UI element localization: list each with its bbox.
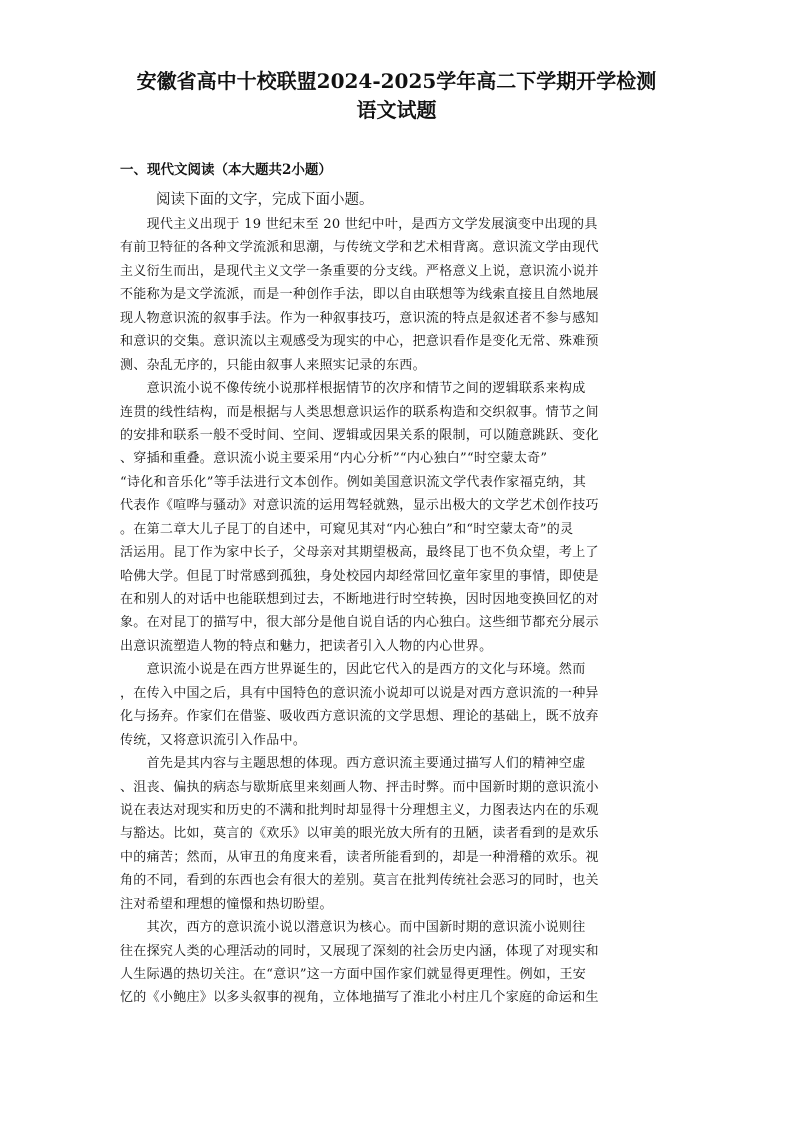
passage-line: 出意识流塑造人物的特点和魅力，把读者引入人物的内心世界。 bbox=[120, 638, 493, 654]
passage-line: 忆的《小鲍庄》以多头叙事的视角，立体地描写了淮北小村庄几个家庭的命运和生 bbox=[120, 990, 599, 1006]
passage-line: 意识流小说不像传统小说那样根据情节的次序和情节之间的逻辑联系来构成 bbox=[120, 381, 586, 397]
passage-line: 代表作《喧哗与骚动》对意识流的运用驾轻就熟，显示出极大的文学艺术创作技巧 bbox=[120, 498, 599, 514]
passage-line: 化与扬弃。作家们在借鉴、吸收西方意识流的文学思想、理论的基础上，既不放弃 bbox=[120, 709, 599, 725]
passage-body bbox=[120, 213, 676, 1010]
document-title-line-1: 安徽省高中十校联盟2024-2025学年高二下学期开学检测 bbox=[136, 69, 657, 93]
passage-line: 现人物意识流的叙事手法。作为一种叙事技巧，意识流的特点是叙述者不参与感知 bbox=[120, 310, 599, 326]
passage-line: 中的痛苦；然而，从审丑的角度来看，读者所能看到的，却是一种滑稽的欢乐。视 bbox=[120, 849, 599, 865]
passage-line: 哈佛大学。但昆丁时常感到孤独，身处校园内却经常回忆童年家里的事情，即使是 bbox=[120, 568, 599, 584]
passage-line: 有前卫特征的各种文学流派和思潮，与传统文学和艺术相背离。意识流文学由现代 bbox=[120, 240, 599, 256]
passage-line: 、穿插和重叠。意识流小说主要采用“内心分析”“内心独白”“时空蒙太奇” bbox=[120, 451, 548, 467]
passage-line: 象。在对昆丁的描写中，很大部分是他自说自话的内心独白。这些细节都充分展示 bbox=[120, 615, 599, 631]
passage-line: 不能称为是文学流派，而是一种创作手法，即以自由联想等为线索直接且自然地展 bbox=[120, 287, 599, 303]
passage-line: 现代主义出现于 19 世纪末至 20 世纪中叶，是西方文学发展演变中出现的具 bbox=[120, 217, 598, 232]
document-title-line-2: 语文试题 bbox=[356, 98, 437, 122]
passage-line: 的安排和联系一般不受时间、空间、逻辑或因果关系的限制，可以随意跳跃、变化 bbox=[120, 427, 599, 443]
passage-line: 首先是其内容与主题思想的体现。西方意识流主要通过描写人们的精神空虚 bbox=[120, 756, 586, 772]
passage-line: 连贯的线性结构，而是根据与人类思想意识运作的联系构造和交织叙事。情节之间 bbox=[120, 404, 599, 420]
passage-line: 意识流小说是在西方世界诞生的，因此它代入的是西方的文化与环境。然而 bbox=[120, 662, 586, 678]
passage-line: 。在第二章大儿子昆丁的自述中，可窥见其对“内心独白”和“时空蒙太奇”的灵 bbox=[120, 521, 574, 537]
passage-line: 角的不同，看到的东西也会有很大的差别。莫言在批判传统社会恶习的同时，也关 bbox=[120, 873, 599, 889]
passage-line: 、沮丧、偏执的病态与歇斯底里来刻画人物、抨击时弊。而中国新时期的意识流小 bbox=[120, 779, 599, 795]
passage-line: 和意识的交集。意识流以主观感受为现实的中心，把意识看作是变化无常、殊难预 bbox=[120, 334, 599, 350]
passage-line: 活运用。昆丁作为家中长子，父母亲对其期望极高，最终昆丁也不负众望，考上了 bbox=[120, 545, 599, 561]
passage-line: ，在传入中国之后，具有中国特色的意识流小说却可以说是对西方意识流的一种异 bbox=[120, 685, 599, 701]
passage-line: 其次，西方的意识流小说以潜意识为核心。而中国新时期的意识流小说则往 bbox=[120, 920, 586, 936]
passage-line: 注对希望和理想的憧憬和热切盼望。 bbox=[120, 896, 333, 912]
passage-line: 在和别人的对话中也能联想到过去，不断地进行时空转换，因时因地变换回忆的对 bbox=[120, 592, 599, 607]
reading-instruction: 阅读下面的文字，完成下面小题。 bbox=[156, 192, 374, 208]
passage-line: 往在探究人类的心理活动的同时，又展现了深刻的社会历史内涵，体现了对现实和 bbox=[120, 943, 599, 959]
passage-line: 测、杂乱无序的，只能由叙事人来照实记录的东西。 bbox=[120, 357, 426, 373]
passage-line: 主义衍生而出，是现代主义文学一条重要的分支线。严格意义上说，意识流小说并 bbox=[120, 263, 599, 279]
passage-line: 说在表达对现实和历史的不满和批判时却显得十分理想主义，力图表达内在的乐观 bbox=[120, 802, 599, 818]
passage-line: 人生际遇的热切关注。在“意识”这一方面中国作家们就显得更理性。例如，王安 bbox=[120, 967, 587, 982]
passage-line: 与豁达。比如，莫言的《欢乐》以审美的眼光放大所有的丑陋，读者看到的是欢乐 bbox=[120, 826, 599, 842]
passage-line: 传统，又将意识流引入作品中。 bbox=[120, 732, 307, 748]
passage-line: “诗化和音乐化”等手法进行文本创作。例如美国意识流文学代表作家福克纳，其 bbox=[120, 474, 587, 490]
section-heading: 一、现代文阅读（本大题共2小题） bbox=[120, 162, 332, 178]
